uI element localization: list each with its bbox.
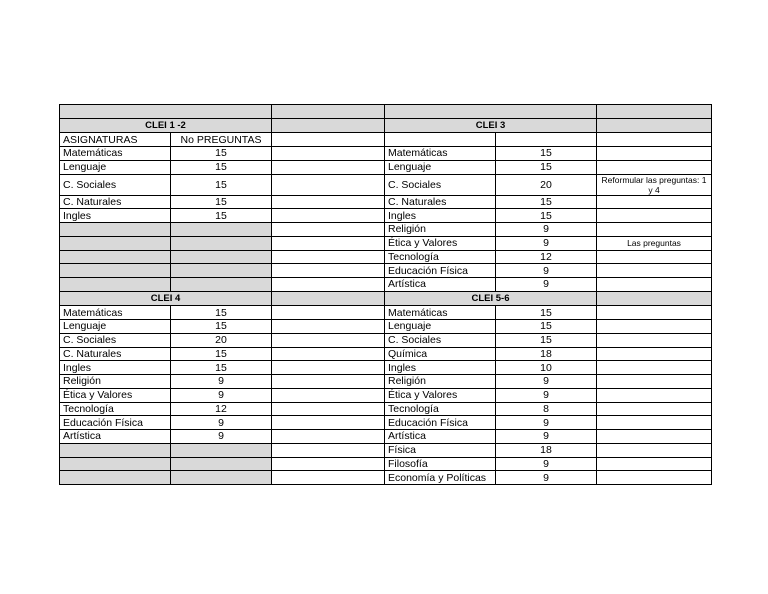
empty-cell (597, 416, 712, 430)
empty-cell (272, 118, 385, 133)
subject-cell: Ética y Valores (385, 236, 496, 250)
table-row (60, 402, 712, 416)
table-row (60, 174, 712, 195)
table-row (60, 333, 712, 347)
subject-cell: Religión (60, 375, 171, 389)
count-cell: 15 (171, 160, 272, 174)
clei-questions-table (59, 104, 712, 485)
clei56-header: CLEI 5-6 (385, 291, 597, 306)
empty-cell (272, 105, 385, 119)
empty-cell (272, 320, 385, 334)
empty-cell (597, 430, 712, 444)
count-cell: 15 (171, 347, 272, 361)
table-row (60, 195, 712, 209)
subject-cell: Filosofía (385, 457, 496, 471)
subject-cell: Matemáticas (60, 306, 171, 320)
subject-cell: Ingles (60, 209, 171, 223)
subject-cell: Ingles (385, 361, 496, 375)
empty-cell (171, 250, 272, 264)
clei3-header: CLEI 3 (385, 118, 597, 133)
empty-cell (597, 306, 712, 320)
table-row (60, 471, 712, 485)
count-cell: 9 (171, 430, 272, 444)
subject-cell: Ingles (385, 209, 496, 223)
subject-cell: Lenguaje (60, 320, 171, 334)
empty-cell (597, 105, 712, 119)
empty-cell (272, 471, 385, 485)
table-row (60, 236, 712, 250)
note-cell (597, 250, 712, 264)
count-cell: 18 (496, 443, 597, 457)
empty-cell (272, 133, 385, 147)
table-row (60, 443, 712, 457)
subject-cell: Matemáticas (60, 147, 171, 161)
subject-cell: Artística (60, 430, 171, 444)
empty-cell (60, 105, 272, 119)
count-cell: 9 (496, 388, 597, 402)
subject-cell: Tecnología (60, 402, 171, 416)
count-cell: 15 (496, 209, 597, 223)
empty-cell (272, 361, 385, 375)
note-cell (597, 209, 712, 223)
empty-cell (60, 278, 171, 292)
empty-cell (272, 306, 385, 320)
subject-cell: Religión (385, 375, 496, 389)
subject-cell: Educación Física (385, 416, 496, 430)
table-row (60, 375, 712, 389)
count-cell: 15 (171, 320, 272, 334)
table-row (60, 223, 712, 237)
subject-cell: C. Naturales (60, 347, 171, 361)
count-cell: 9 (171, 375, 272, 389)
subject-cell: Educación Física (385, 264, 496, 278)
empty-cell (171, 457, 272, 471)
empty-cell (272, 160, 385, 174)
empty-cell (272, 174, 385, 195)
subject-cell: Educación Física (60, 416, 171, 430)
table-row (60, 388, 712, 402)
subject-cell: Religión (385, 223, 496, 237)
table-row (60, 118, 712, 133)
table-row (60, 430, 712, 444)
empty-cell (597, 443, 712, 457)
empty-cell (60, 223, 171, 237)
empty-cell (60, 457, 171, 471)
empty-cell (597, 320, 712, 334)
subject-cell: Economía y Políticas (385, 471, 496, 485)
subject-cell: C. Sociales (60, 174, 171, 195)
note-cell (597, 147, 712, 161)
empty-cell (597, 118, 712, 133)
empty-cell (272, 375, 385, 389)
count-cell: 9 (496, 375, 597, 389)
empty-cell (60, 443, 171, 457)
subject-cell: Tecnología (385, 402, 496, 416)
count-cell: 15 (496, 195, 597, 209)
empty-cell (171, 236, 272, 250)
empty-cell (272, 278, 385, 292)
empty-cell (272, 264, 385, 278)
empty-cell (60, 471, 171, 485)
empty-cell (272, 333, 385, 347)
count-cell: 9 (171, 416, 272, 430)
count-cell: 12 (496, 250, 597, 264)
count-cell: 9 (496, 457, 597, 471)
clei4-header: CLEI 4 (60, 291, 272, 306)
count-cell: 20 (171, 333, 272, 347)
table-row (60, 105, 712, 119)
count-cell: 15 (171, 147, 272, 161)
empty-cell (171, 264, 272, 278)
subject-cell: Química (385, 347, 496, 361)
subject-cell: C. Naturales (385, 195, 496, 209)
count-cell: 9 (496, 278, 597, 292)
empty-cell (60, 264, 171, 278)
empty-cell (597, 457, 712, 471)
empty-cell (272, 250, 385, 264)
count-cell: 9 (496, 471, 597, 485)
subject-cell: Lenguaje (385, 320, 496, 334)
subject-cell: Física (385, 443, 496, 457)
empty-cell (272, 443, 385, 457)
empty-cell (272, 430, 385, 444)
count-cell: 9 (171, 388, 272, 402)
table-row (60, 278, 712, 292)
empty-cell (272, 147, 385, 161)
empty-cell (597, 402, 712, 416)
count-cell: 9 (496, 236, 597, 250)
empty-cell (597, 347, 712, 361)
subject-cell: Ética y Valores (60, 388, 171, 402)
empty-cell (171, 223, 272, 237)
count-cell: 10 (496, 361, 597, 375)
empty-cell (60, 236, 171, 250)
subject-cell: C. Sociales (385, 333, 496, 347)
count-cell: 15 (496, 160, 597, 174)
empty-cell (171, 471, 272, 485)
empty-cell (272, 195, 385, 209)
table-row (60, 457, 712, 471)
note-cell (597, 160, 712, 174)
count-cell: 15 (496, 306, 597, 320)
note-cell (597, 278, 712, 292)
note-cell (597, 195, 712, 209)
empty-cell (60, 250, 171, 264)
empty-cell (171, 278, 272, 292)
table-row (60, 264, 712, 278)
count-cell: 15 (171, 174, 272, 195)
empty-cell (272, 223, 385, 237)
empty-cell (272, 457, 385, 471)
subject-cell: Artística (385, 430, 496, 444)
table-row (60, 291, 712, 306)
count-cell: 15 (496, 333, 597, 347)
empty-cell (272, 402, 385, 416)
subject-cell: C. Sociales (60, 333, 171, 347)
count-cell: 20 (496, 174, 597, 195)
empty-cell (597, 291, 712, 306)
table-row (60, 361, 712, 375)
empty-cell (272, 291, 385, 306)
subjects-column-header: ASIGNATURAS (60, 133, 171, 147)
count-cell: 15 (496, 320, 597, 334)
note-cell (597, 223, 712, 237)
table-row (60, 306, 712, 320)
table-row (60, 147, 712, 161)
count-cell: 9 (496, 430, 597, 444)
subject-cell: C. Naturales (60, 195, 171, 209)
subject-cell: Lenguaje (385, 160, 496, 174)
note-cell: Reformular las preguntas: 1 y 4 (597, 174, 712, 195)
subject-cell: C. Sociales (385, 174, 496, 195)
table-row (60, 250, 712, 264)
empty-cell (272, 209, 385, 223)
empty-cell (597, 471, 712, 485)
count-cell: 15 (496, 147, 597, 161)
clei12-header: CLEI 1 -2 (60, 118, 272, 133)
empty-cell (272, 347, 385, 361)
note-cell (597, 264, 712, 278)
subject-cell: Artística (385, 278, 496, 292)
empty-cell (385, 133, 496, 147)
subject-cell: Ética y Valores (385, 388, 496, 402)
subject-cell: Ingles (60, 361, 171, 375)
empty-cell (597, 361, 712, 375)
empty-cell (272, 388, 385, 402)
questions-column-header: No PREGUNTAS (171, 133, 272, 147)
note-cell: Las preguntas (597, 236, 712, 250)
empty-cell (272, 416, 385, 430)
subject-cell: Tecnología (385, 250, 496, 264)
count-cell: 9 (496, 264, 597, 278)
count-cell: 15 (171, 361, 272, 375)
count-cell: 15 (171, 306, 272, 320)
subject-cell: Matemáticas (385, 306, 496, 320)
table-row (60, 347, 712, 361)
empty-cell (597, 133, 712, 147)
table-row (60, 320, 712, 334)
empty-cell (385, 105, 597, 119)
table-row (60, 160, 712, 174)
empty-cell (171, 443, 272, 457)
empty-cell (597, 375, 712, 389)
empty-cell (597, 388, 712, 402)
table-row (60, 416, 712, 430)
empty-cell (496, 133, 597, 147)
count-cell: 18 (496, 347, 597, 361)
count-cell: 9 (496, 223, 597, 237)
subject-cell: Lenguaje (60, 160, 171, 174)
count-cell: 9 (496, 416, 597, 430)
count-cell: 12 (171, 402, 272, 416)
empty-cell (597, 333, 712, 347)
table-row (60, 209, 712, 223)
empty-cell (272, 236, 385, 250)
count-cell: 15 (171, 209, 272, 223)
count-cell: 8 (496, 402, 597, 416)
table-row (60, 133, 712, 147)
count-cell: 15 (171, 195, 272, 209)
subject-cell: Matemáticas (385, 147, 496, 161)
